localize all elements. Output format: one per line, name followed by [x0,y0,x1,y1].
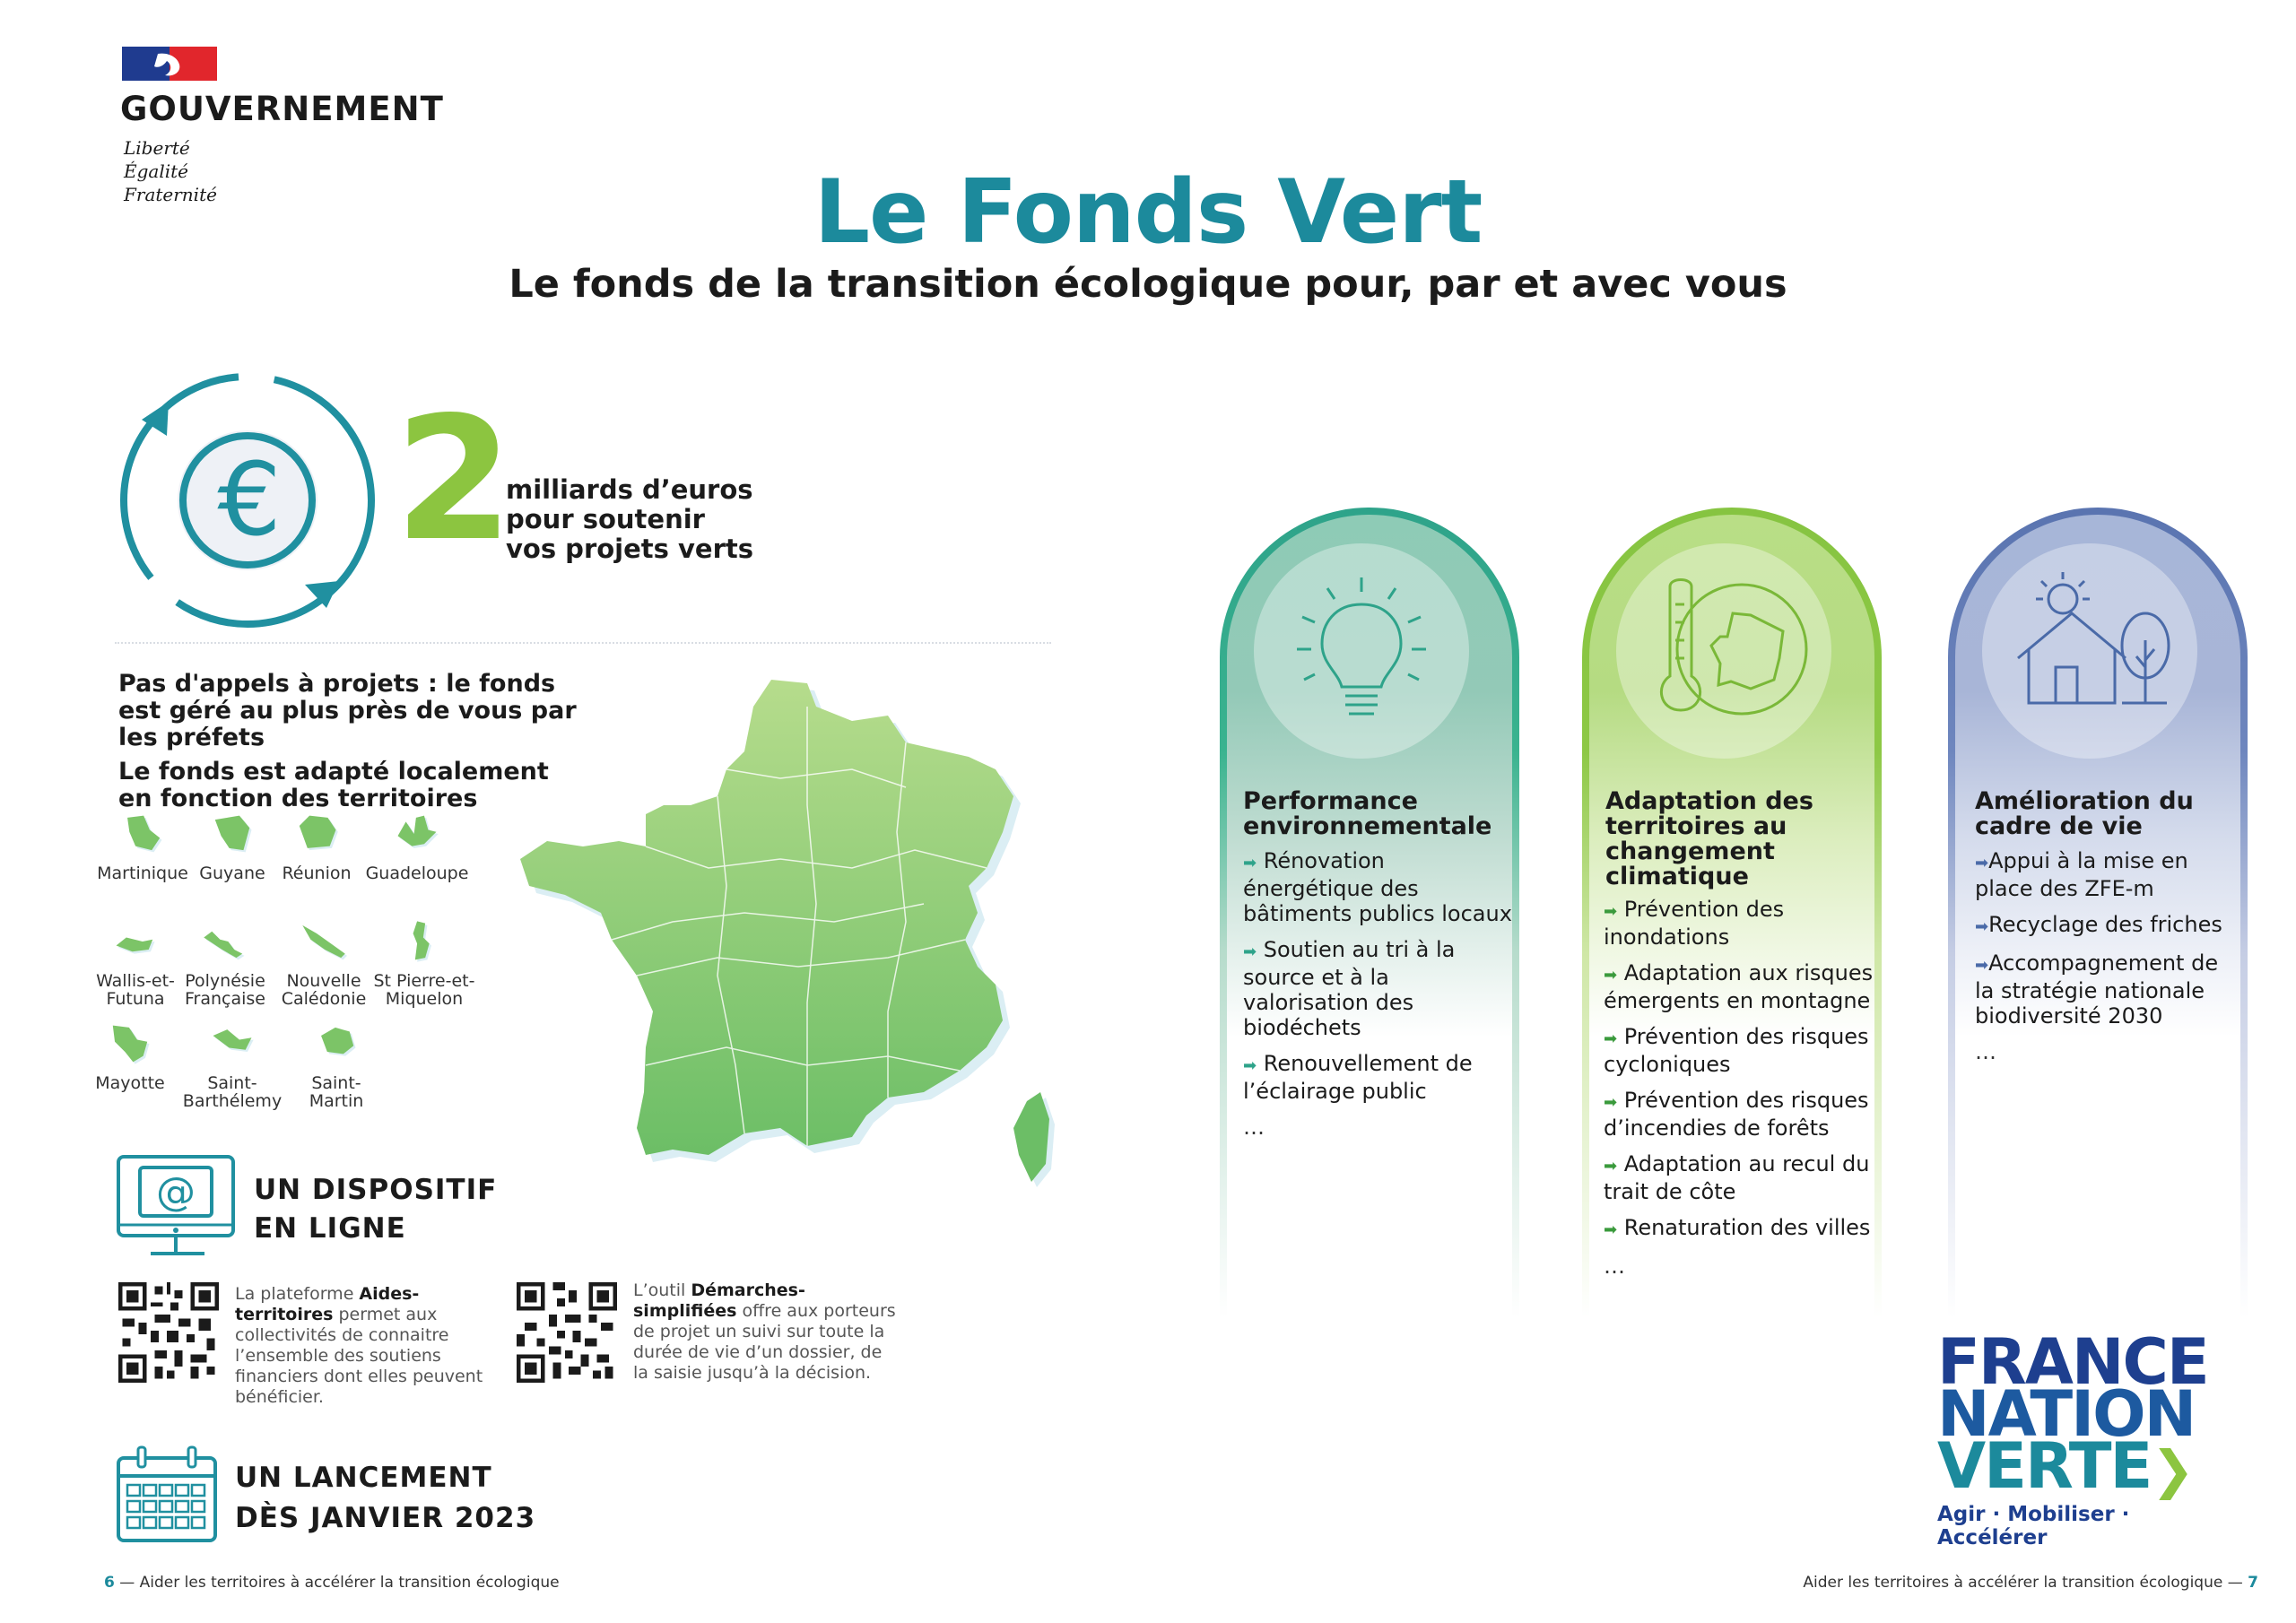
territory-shape-icon [107,1020,153,1067]
house-sun-tree-icon [2000,560,2179,739]
lightbulb-icon [1272,560,1451,739]
territory-item [359,811,475,882]
territory-label: St Pierre-et- [373,971,475,991]
territory-item [278,1020,395,1110]
territory-shape-icon [209,1020,256,1067]
territory-shape-icon [209,811,256,857]
territory-label: Guadeloupe [365,864,469,883]
thermometer-france-icon [1634,560,1813,739]
pillar-3-list: ➡Appui à la mise en place des ZFE-m ➡Recyclage des friches ➡Accompagnement de la stratégie nationale biodiversité 2030 … [1975,848,2222,1064]
territory-shape-icon [293,811,340,857]
principles-text: Pas d'appels à projets : le fonds est géré au plus près de vous par les préfets Le fonds est adapté localement en fonction des territoires [118,670,577,812]
pillar-1-list: ➡ Rénovation énergétique des bâtiments publics locaux ➡ Soutien au tri à la source et à la valorisation des biodéchets ➡ Renouvellement de l’éclairage public … [1243,848,1512,1140]
computer-at-icon [115,1153,240,1261]
territory-shape-icon [401,918,448,965]
territory-shape-icon [202,918,248,965]
territory-label: Guyane [199,864,265,883]
government-motto: Liberté Égalité Fraternité [124,137,217,205]
territory-shape-icon [394,811,440,857]
territory-label: Barthélemy [182,1091,283,1111]
amount-text: milliards d’euros pour soutenir vos projets verts [506,474,753,564]
qr-code-demarches-simplifiees[interactable] [517,1282,617,1383]
launch-title: UN LANCEMENT DÈS JANVIER 2023 [235,1462,536,1534]
france-nation-verte-logo: FRANCE NATION VERTE❯ Agir · Mobiliser · Accélérer [1937,1336,2224,1549]
page-title: Le Fonds Vert [813,161,1483,264]
territory-shape-icon [112,918,159,965]
territory-label: Polynésie [185,971,265,991]
svg-text:€: € [217,442,282,559]
territory-label: Miquelon [385,989,464,1009]
territory-label: Réunion [282,864,352,883]
qr1-description: La plateforme Aides-territoires permet aux collectivités de connaitre l’ensemble des soutiens financiers dont elles peuvent bénéficier. [235,1284,483,1407]
territory-item [258,811,375,882]
territory-label: Saint- [311,1073,361,1093]
online-title: UN DISPOSITIF EN LIGNE [254,1174,498,1245]
france-map [511,671,1058,1200]
qr2-description: L’outil Démarches-simplifiées offre aux porteurs de projet un suivi sur toute la durée de vie d’un dossier, de la saisie jusqu’à la décision. [633,1280,896,1383]
territory-label: Saint- [207,1073,257,1093]
svg-text:@: @ [156,1169,196,1215]
territory-label: Mayotte [95,1073,165,1093]
territory-label: Nouvelle [286,971,361,991]
territory-label: Française [185,989,265,1009]
territory-label: Wallis-et- [96,971,175,991]
territory-shape-icon [119,811,166,857]
territory-label: Martin [309,1091,364,1111]
territory-item [265,918,382,1008]
pillar-2-list: ➡ Prévention des inondations ➡ Adaptation aux risques émergents en montagne ➡ Prévention des risques cycloniques ➡ Prévention des risques d’incendies de forêts ➡ Adaptation au recul du trait de côte ➡ Renaturation des villes … [1604,897,1874,1279]
pillar-2-title: Adaptation des territoires au changement climatique [1605,787,1813,890]
territory-item [174,1020,291,1110]
territory-label: Martinique [97,864,188,883]
qr-code-aides-territoires[interactable] [118,1282,219,1383]
euro-cycle-icon [115,366,393,635]
brand-tagline: Agir · Mobiliser · Accélérer [1937,1503,2130,1549]
amount-number: 2 [395,380,514,578]
territory-item [366,918,483,1008]
calendar-icon [115,1445,219,1544]
territory-label: Futuna [106,989,165,1009]
chevron-right-icon: ❯ [2151,1439,2193,1500]
territory-shape-icon [300,918,347,965]
page-subtitle: Le fonds de la transition écologique pour, par et avec vous [509,262,1787,307]
government-title: GOUVERNEMENT [120,90,444,128]
territory-item [72,1020,188,1092]
pillar-3-title: Amélioration du cadre de vie [1975,787,2194,840]
territory-label: Calédonie [281,989,367,1009]
footer-left: 6 — Aider les territoires à accélérer la transition écologique [104,1574,560,1592]
marianne-flag-logo [122,47,217,81]
pillar-1-title: Performance environnementale [1243,787,1492,840]
footer-right: Aider les territoires à accélérer la transition écologique — 7 [1803,1574,2258,1592]
divider [115,642,1051,644]
territory-shape-icon [313,1020,360,1067]
